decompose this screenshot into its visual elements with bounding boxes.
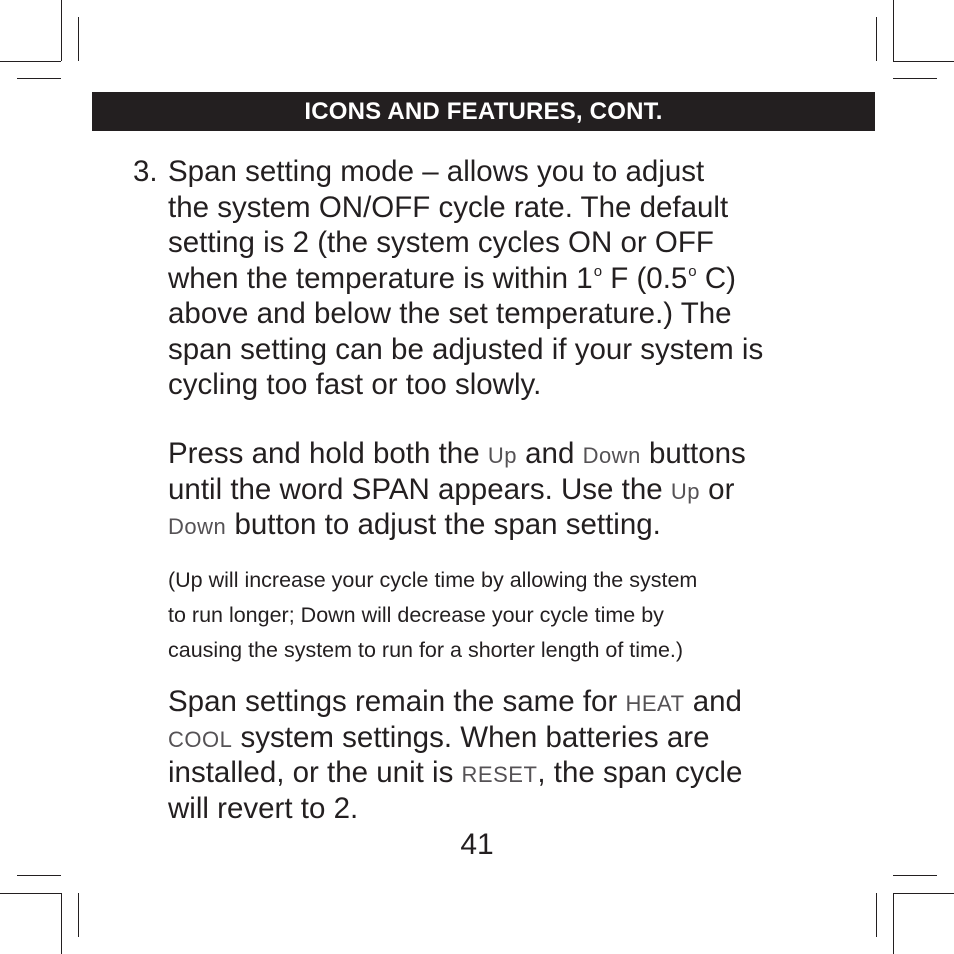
crop-mark [17,875,61,876]
degree-symbol: o [593,262,603,280]
crop-mark [61,893,62,954]
span-setting-item [133,154,833,403]
heat-mode-label: HEAT [625,691,685,716]
item-line: setting is 2 (the system cycles ON or OFF [168,226,714,259]
down-button-label: Down [582,443,641,468]
instructions-paragraph [168,436,848,543]
up-button-label: Up [487,443,517,468]
crop-mark [876,17,877,61]
note-line: (Up will increase your cycle time by allowing the system [168,568,698,592]
item-number: 3. [133,155,158,188]
paragraph-line: Press and hold both the Up and Down buttons [168,437,746,470]
crop-mark [893,78,937,79]
item-line: when the temperature is within 1$^o$ F (0.5$^o$ C) [168,261,736,295]
crop-mark [78,893,79,937]
reset-label: RESET [461,762,538,787]
note-line: causing the system to run for a shorter length of time.) [168,638,684,662]
degree-symbol: o [688,262,697,280]
section-title: ICONS AND FEATURES, CONT. [304,97,663,125]
crop-mark [0,893,61,894]
up-button-label: Up [670,478,700,504]
item-line: above and below the set temperature.) The [168,297,732,330]
crop-mark [893,893,954,894]
item-line: 3. Span setting mode – allows you to adjust [133,155,705,188]
paragraph-line: Down button to adjust the span setting. [168,508,661,541]
item-line: span setting can be adjusted if your system is [168,332,764,366]
item-line: the system ON/OFF cycle rate. The default [168,190,729,224]
crop-mark [876,893,877,937]
crop-mark [17,78,61,79]
crop-mark [61,0,62,61]
crop-mark [0,61,61,62]
crop-mark [893,0,894,61]
paragraph-line: will revert to 2. [168,791,359,825]
cool-mode-label: COOL [168,726,233,752]
item-line: cycling too fast or too slowly. [168,368,542,401]
crop-mark [78,17,79,61]
paragraph-line: until the word SPAN appears. Use the Up or [168,472,735,506]
paragraph-line: Span settings remain the same for HEAT and [168,685,742,718]
crop-mark [893,893,894,954]
section-header-bar [92,92,875,131]
paragraph-line: installed, or the unit is RESET, the span cycle [168,756,743,789]
paragraph-line: COOL system settings. When batteries are [168,720,710,754]
note-line: to run longer; Down will decrease your cycle time by [168,603,664,627]
closing-paragraph [168,684,848,826]
down-button-label: Down [168,514,227,539]
page-number: 41 [460,828,494,861]
note-paragraph [168,563,848,668]
crop-mark [893,61,954,62]
crop-mark [893,875,937,876]
